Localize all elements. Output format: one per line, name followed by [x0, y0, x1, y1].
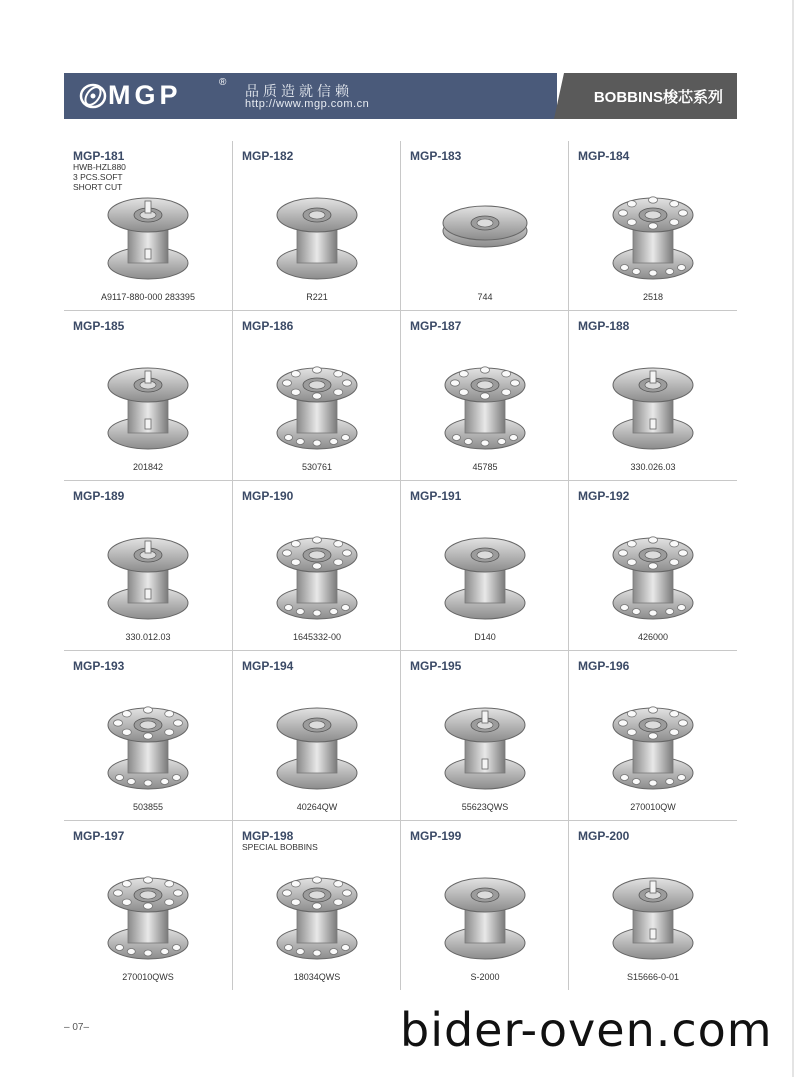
product-code: MGP-189: [73, 489, 125, 503]
part-number: R221: [306, 292, 328, 302]
product-note: 3 PCS.SOFT: [73, 172, 123, 182]
product-note: HWB-HZL880: [73, 162, 126, 172]
part-number: S15666-0-01: [626, 972, 680, 982]
bobbin-image: [435, 359, 535, 455]
product-code: MGP-192: [578, 489, 630, 503]
bobbin-image: [435, 869, 535, 965]
website-url: http://www.mgp.com.cn: [245, 98, 370, 110]
bobbin-image: [603, 869, 703, 965]
product-code: MGP-185: [73, 319, 125, 333]
bobbin-image: [603, 359, 703, 455]
part-number: 426000: [637, 632, 669, 642]
product-row: [64, 141, 737, 311]
product-card: [232, 821, 401, 990]
bobbin-image: [603, 189, 703, 285]
product-code: MGP-190: [242, 489, 294, 503]
part-number: 1645332-00: [292, 632, 342, 642]
brand-name: MGP: [108, 80, 182, 110]
product-card: [568, 481, 737, 650]
product-note: SHORT CUT: [73, 182, 123, 192]
bobbin-image: [98, 529, 198, 625]
product-code: MGP-199: [410, 829, 462, 843]
product-code: MGP-196: [578, 659, 630, 673]
product-card: [400, 311, 569, 480]
page-edge: [792, 0, 794, 1077]
part-number: S-2000: [470, 972, 500, 982]
bobbin-image: [98, 869, 198, 965]
product-note: SPECIAL BOBBINS: [242, 842, 318, 852]
part-number: 330.012.03: [125, 632, 171, 642]
bobbin-image: [98, 359, 198, 455]
bobbin-image: [267, 189, 367, 285]
part-number: 18034QWS: [293, 972, 341, 982]
bobbin-image: [435, 699, 535, 795]
bobbin-image: [98, 699, 198, 795]
part-number: 2518: [642, 292, 664, 302]
product-code: MGP-186: [242, 319, 294, 333]
part-number: 530761: [301, 462, 333, 472]
product-code: MGP-195: [410, 659, 462, 673]
page-number: – 07–: [64, 1022, 90, 1033]
product-code: MGP-184: [578, 149, 630, 163]
product-card: [568, 311, 737, 480]
product-code: MGP-200: [578, 829, 630, 843]
product-code: MGP-191: [410, 489, 462, 503]
part-number: 201842: [132, 462, 164, 472]
part-number: 744: [477, 292, 493, 302]
part-number: 55623QWS: [461, 802, 509, 812]
product-grid: [64, 141, 737, 990]
product-row: [64, 821, 737, 990]
watermark: bider-oven.com: [400, 1003, 773, 1057]
part-number: 270010QW: [630, 802, 676, 812]
product-card: [64, 651, 232, 820]
part-number: 330.026.03: [630, 462, 676, 472]
product-code: MGP-193: [73, 659, 125, 673]
part-number: 270010QWS: [122, 972, 174, 982]
product-card: [232, 141, 401, 310]
product-card: [400, 821, 569, 990]
bobbin-image: [267, 529, 367, 625]
product-card: [568, 141, 737, 310]
bobbin-image: [98, 189, 198, 285]
product-card: [568, 651, 737, 820]
product-code: MGP-182: [242, 149, 294, 163]
category-title: BOBBINS梭芯系列: [593, 89, 723, 106]
part-number: 45785: [472, 462, 498, 472]
product-code: MGP-183: [410, 149, 462, 163]
product-code: MGP-194: [242, 659, 294, 673]
product-card: [400, 141, 569, 310]
bobbin-image: [435, 529, 535, 625]
product-row: [64, 651, 737, 821]
product-code: MGP-181: [73, 149, 125, 163]
bobbin-image: [603, 699, 703, 795]
product-card: [568, 821, 737, 990]
bobbin-image: [267, 699, 367, 795]
product-card: [400, 651, 569, 820]
product-code: MGP-187: [410, 319, 462, 333]
product-card: [64, 311, 232, 480]
header-banner: [64, 73, 737, 119]
tagline: 品质造就信赖: [245, 83, 353, 99]
product-code: MGP-197: [73, 829, 125, 843]
product-card: [232, 481, 401, 650]
product-card: [232, 311, 401, 480]
part-number: A9117-880-000 283395: [101, 292, 195, 302]
product-row: [64, 481, 737, 651]
bobbin-image: [435, 189, 535, 285]
part-number: 40264QW: [296, 802, 338, 812]
bobbin-image: [267, 359, 367, 455]
product-notes: [73, 162, 126, 192]
product-code: MGP-188: [578, 319, 630, 333]
product-card: [400, 481, 569, 650]
product-card: [232, 651, 401, 820]
product-code: MGP-198: [242, 829, 294, 843]
bobbin-image: [603, 529, 703, 625]
product-card: [64, 141, 232, 310]
product-notes: [242, 842, 318, 852]
product-card: [64, 821, 232, 990]
product-row: [64, 311, 737, 481]
part-number: 503855: [132, 802, 164, 812]
bobbin-image: [267, 869, 367, 965]
part-number: D140: [474, 632, 496, 642]
registered-mark: ®: [219, 77, 227, 88]
product-card: [64, 481, 232, 650]
